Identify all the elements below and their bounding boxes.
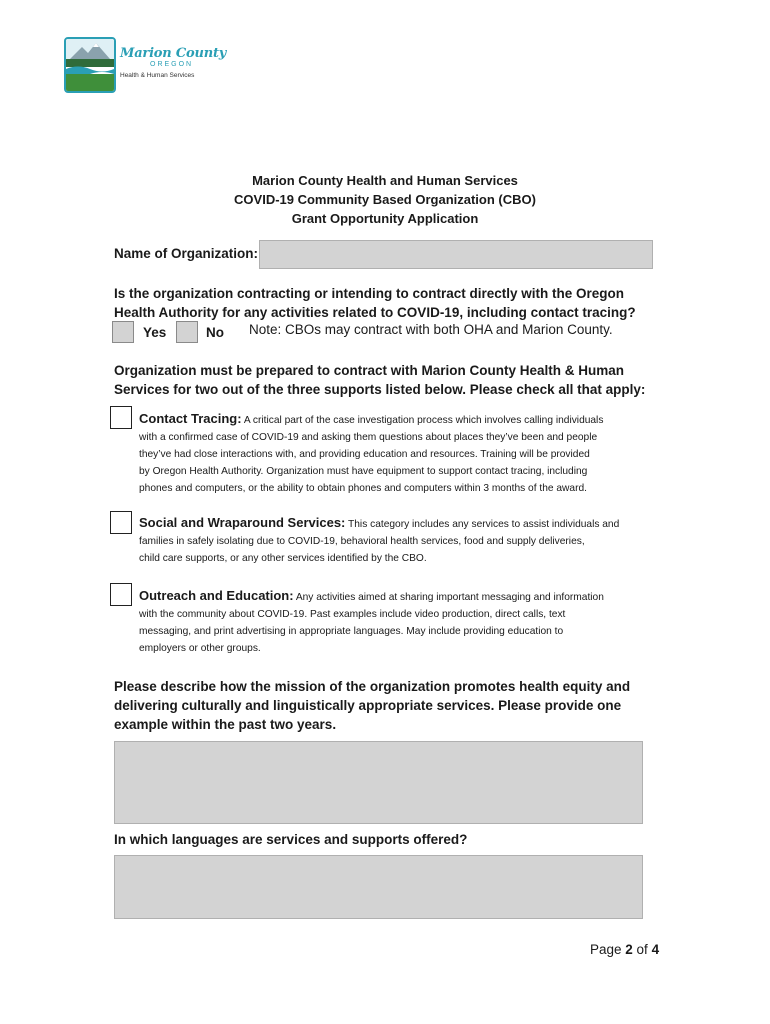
page-total: 4 xyxy=(651,942,660,957)
no-checkbox[interactable] xyxy=(176,321,198,343)
wraparound-line-1 xyxy=(139,514,663,533)
outreach-line-3: messaging, and print advertising in appropriate languages. May include providing education to xyxy=(139,626,564,637)
page-title-line-2: COVID-19 Community Based Organization (CBO) xyxy=(234,192,536,207)
contact-tracing-text: A critical part of the case investigation process which involves calling individuals xyxy=(241,415,604,426)
wraparound-services-checkbox[interactable] xyxy=(110,511,132,534)
languages-question: In which languages are services and supports offered? xyxy=(114,832,468,847)
wraparound-title: Social and Wraparound Services: xyxy=(139,515,346,530)
logo-name: Marion County xyxy=(120,46,227,61)
contact-tracing-line-5: phones and computers, or the ability to obtain phones and computers within 3 months of the award. xyxy=(139,483,587,494)
outreach-text: Any activities aimed at sharing important messaging and information xyxy=(293,592,604,603)
contact-tracing-line-2: with a confirmed case of COVID-19 and asking them questions about places they’ve been and people xyxy=(139,432,598,443)
outreach-line-2: with the community about COVID-19. Past examples include video production, direct calls, text xyxy=(139,609,566,620)
contact-tracing-line-3: they’ve had close interactions with, and providing education and resources. Training will be provided xyxy=(139,449,590,460)
oha-question-line-1: Is the organization contracting or intending to contract directly with the Oregon xyxy=(114,286,625,301)
logo-department: Health & Human Services xyxy=(120,72,195,79)
cbo-note: Note: CBOs may contract with both OHA and Marion County. xyxy=(249,322,613,337)
no-label: No xyxy=(206,325,224,340)
wraparound-line-3: child care supports, or any other services identified by the CBO. xyxy=(139,553,427,564)
contact-tracing-line-4: by Oregon Health Authority. Organization must have equipment to support contact tracing, including xyxy=(139,466,588,477)
page-of: of xyxy=(632,942,652,957)
mission-question xyxy=(114,677,674,734)
mission-answer-field[interactable] xyxy=(114,741,643,824)
mission-question-line-2: delivering culturally and linguistically appropriate services. Please provide one xyxy=(114,698,622,713)
wraparound-text: This category includes any services to assist individuals and xyxy=(345,519,620,530)
supports-intro xyxy=(114,361,674,399)
oha-question-line-2: Health Authority for any activities related to COVID-19, including contact tracing? xyxy=(114,305,636,320)
org-name-field[interactable] xyxy=(259,240,653,269)
page-current: 2 xyxy=(625,942,633,957)
logo-state: OREGON xyxy=(150,61,194,68)
org-name-label: Name of Organization: xyxy=(114,246,259,261)
contact-tracing-item xyxy=(139,410,663,497)
contact-tracing-line-1 xyxy=(139,410,663,429)
page-title-line-3: Grant Opportunity Application xyxy=(291,211,479,226)
outreach-education-item xyxy=(139,587,663,657)
contact-tracing-checkbox[interactable] xyxy=(110,406,132,429)
wraparound-line-2: families in safely isolating due to COVID-19, behavioral health services, food and supply deliveries, xyxy=(139,536,585,547)
supports-intro-line-2: Services for two out of the three supports listed below. Please check all that apply: xyxy=(114,382,646,397)
page-number xyxy=(590,942,659,957)
outreach-education-checkbox[interactable] xyxy=(110,583,132,606)
outreach-line-4: employers or other groups. xyxy=(139,643,261,654)
mission-question-line-1: Please describe how the mission of the organization promotes health equity and xyxy=(114,679,631,694)
oha-question xyxy=(114,284,674,322)
page-prefix: Page xyxy=(590,942,626,957)
supports-intro-line-1: Organization must be prepared to contract with Marion County Health & Human xyxy=(114,363,625,378)
page-title-line-1: Marion County Health and Human Services xyxy=(252,173,518,188)
yes-label: Yes xyxy=(143,325,167,340)
mountain-river-icon xyxy=(64,37,116,93)
yes-checkbox[interactable] xyxy=(112,321,134,343)
languages-answer-field[interactable] xyxy=(114,855,643,919)
wraparound-services-item xyxy=(139,514,663,567)
mission-question-line-3: example within the past two years. xyxy=(114,717,337,732)
contact-tracing-title: Contact Tracing: xyxy=(139,411,242,426)
outreach-title: Outreach and Education: xyxy=(139,588,294,603)
marion-county-logo xyxy=(64,37,227,94)
outreach-line-1 xyxy=(139,587,663,606)
